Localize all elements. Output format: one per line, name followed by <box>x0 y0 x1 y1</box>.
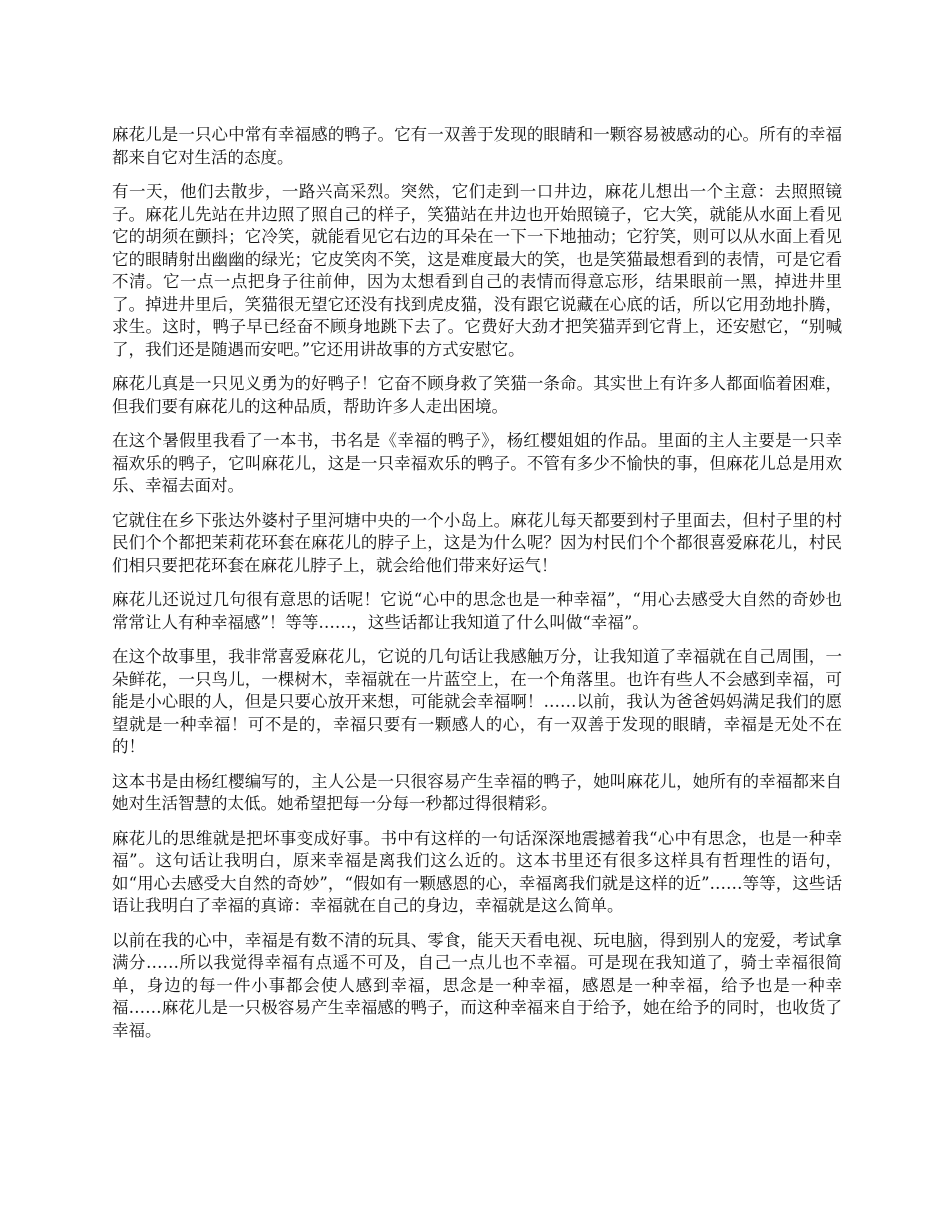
paragraph-7: 在这个故事里，我非常喜爱麻花儿，它说的几句话让我感触万分，让我知道了幸福就在自己周围，一朵鲜花，一只鸟儿，一棵树木，幸福就在一片蓝空上，在一个角落里。也许有些人不会感到幸福，可能是小心眼的人，但是只要心放开来想，可能就会幸福啊！……以前，我认为爸爸妈妈满足我们的愿望就是一种幸福！可不是的，幸福只要有一颗感人的心，有一双善于发现的眼睛，幸福是无处不在的！ <box>112 647 842 756</box>
paragraph-6: 麻花儿还说过几句很有意思的话呢！它说“心中的思念也是一种幸福”，“用心去感受大自然的奇妙也常常让人有种幸福感”！等等……，这些话都让我知道了什么叫做“幸福”。 <box>112 590 842 632</box>
paragraph-2: 有一天，他们去散步，一路兴高采烈。突然，它们走到一口井边，麻花儿想出一个主意：去照照镜子。麻花儿先站在井边照了照自己的样子，笑猫站在井边也开始照镜子，它大笑，就能从水面上看见它的胡须在颤抖；它冷笑，就能看见它右边的耳朵在一下一下地抽动；它狞笑，则可以从水面上看见它的眼睛射出幽幽的绿光；它皮笑肉不笑，这是难度最大的笑，也是笑猫最想看到的表情，可是它看不清。它一点一点把身子往前伸，因为太想看到自己的表情而得意忘形，结果眼前一黑，掉进井里了。掉进井里后，笑猫很无望它还没有找到虎皮猫，没有跟它说藏在心底的话，所以它用劲地扑腾，求生。这时，鸭子早已经奋不顾身地跳下去了。它费好大劲才把笑猫弄到它背上，还安慰它，“别喊了，我们还是随遇而安吧。”它还用讲故事的方式安慰它。 <box>112 182 842 359</box>
paragraph-8: 这本书是由杨红樱编写的，主人公是一只很容易产生幸福的鸭子，她叫麻花儿，她所有的幸福都来自她对生活智慧的太低。她希望把每一分每一秒都过得很精彩。 <box>112 771 842 813</box>
paragraph-5: 它就住在乡下张达外婆村子里河塘中央的一个小岛上。麻花儿每天都要到村子里面去，但村子里的村民们个个都把茉莉花环套在麻花儿的脖子上，这是为什么呢？因为村民们个个都很喜爱麻花儿，村民们相只要把花环套在麻花儿脖子上，就会给他们带来好运气！ <box>112 510 842 575</box>
paragraph-10: 以前在我的心中，幸福是有数不清的玩具、零食，能天天看电视、玩电脑，得到别人的宠爱，考试拿满分……所以我觉得幸福有点遥不可及，自己一点儿也不幸福。可是现在我知道了，骑士幸福很简单，身边的每一件小事都会使人感到幸福，思念是一种幸福，感恩是一种幸福，给予也是一种幸福……麻花儿是一只极容易产生幸福感的鸭子，而这种幸福来自于给予，她在给予的同时，也收货了幸福。 <box>112 930 842 1040</box>
paragraph-9: 麻花儿的思维就是把坏事变成好事。书中有这样的一句话深深地震撼着我“心中有思念，也是一种幸福”。这句话让我明白，原来幸福是离我们这么近的。这本书里还有很多这样具有哲理性的语句，如“用心去感受大自然的奇妙”，“假如有一颗感恩的心，幸福离我们就是这样的近”……等等，这些话语让我明白了幸福的真谛：幸福就在自己的身边，幸福就是这么简单。 <box>112 828 842 915</box>
paragraph-3: 麻花儿真是一只见义勇为的好鸭子！它奋不顾身救了笑猫一条命。其实世上有许多人都面临着困难，但我们要有麻花儿的这种品质，帮助许多人走出困境。 <box>112 374 842 416</box>
document-body <box>112 124 842 1054</box>
paragraph-4: 在这个暑假里我看了一本书，书名是《幸福的鸭子》，杨红樱姐姐的作品。里面的主人主要是一只幸福欢乐的鸭子，它叫麻花儿，这是一只幸福欢乐的鸭子。不管有多少不愉快的事，但麻花儿总是用欢乐、幸福去面对。 <box>112 431 842 495</box>
paragraph-1: 麻花儿是一只心中常有幸福感的鸭子。它有一双善于发现的眼睛和一颗容易被感动的心。所有的幸福都来自它对生活的态度。 <box>112 125 842 167</box>
